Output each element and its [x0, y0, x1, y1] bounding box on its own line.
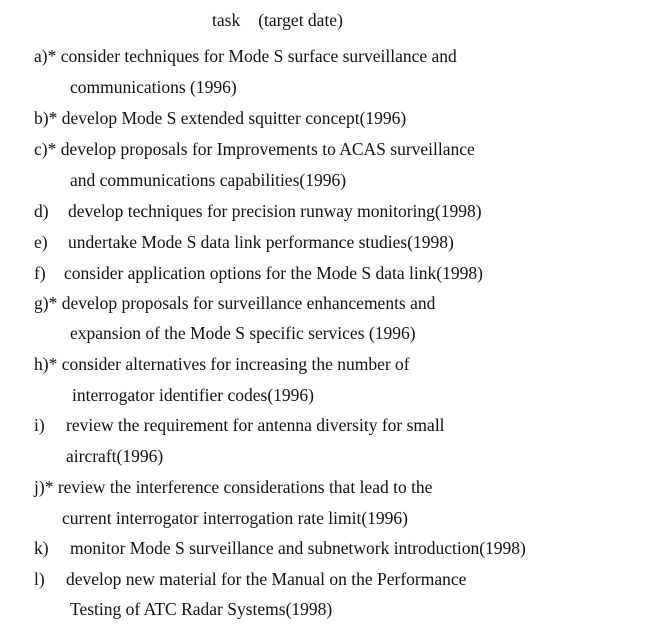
task-text: develop techniques for precision runway monitoring(1998)	[68, 201, 482, 221]
task-label: l)	[34, 569, 45, 589]
task-item-l	[34, 568, 466, 590]
priority-star: *	[48, 108, 58, 128]
task-text: Testing of ATC Radar Systems(1998)	[70, 599, 333, 619]
heading-task: task	[212, 10, 241, 30]
task-item-l-continuation	[70, 598, 332, 620]
task-item-h-continuation	[72, 384, 314, 406]
task-text: interrogator identifier codes(1996)	[72, 385, 314, 405]
task-item-i	[34, 414, 445, 436]
task-label: f)	[34, 263, 46, 283]
task-item-k	[34, 537, 526, 559]
task-label: a)	[34, 46, 48, 66]
task-text: undertake Mode S data link performance studies(1998)	[68, 232, 454, 252]
priority-star: *	[44, 477, 54, 497]
task-item-d	[34, 200, 482, 222]
task-text: consider techniques for Mode S surface surveillance and	[60, 46, 457, 66]
task-item-j-continuation	[62, 507, 408, 529]
heading-target-date: (target date)	[258, 10, 343, 30]
task-text: review the interference considerations that lead to the	[57, 477, 433, 497]
task-item-i-continuation	[66, 445, 163, 467]
task-text: develop new material for the Manual on the Performance	[66, 569, 467, 589]
task-item-b	[34, 107, 406, 129]
task-text: monitor Mode S surveillance and subnetwork introduction(1998)	[70, 538, 526, 558]
priority-star: *	[48, 293, 58, 313]
task-text: review the requirement for antenna diversity for small	[66, 415, 445, 435]
task-item-g	[34, 292, 435, 314]
task-item-h	[34, 353, 410, 375]
priority-star: *	[47, 46, 57, 66]
task-text: current interrogator interrogation rate limit(1996)	[62, 508, 408, 528]
task-text: develop proposals for Improvements to ACAS surveillance	[60, 139, 475, 159]
task-label: d)	[34, 201, 49, 221]
task-item-c	[34, 138, 475, 160]
task-item-f	[34, 262, 483, 284]
priority-star: *	[48, 354, 58, 374]
task-text: and communications capabilities(1996)	[70, 170, 347, 190]
task-label: b)	[34, 108, 49, 128]
task-label: i)	[34, 415, 45, 435]
priority-star: *	[47, 139, 57, 159]
task-text: aircraft(1996)	[66, 446, 164, 466]
task-label: c)	[34, 139, 48, 159]
task-label: g)	[34, 293, 49, 313]
task-label: e)	[34, 232, 48, 252]
task-label: j)	[34, 477, 45, 497]
task-text: communications (1996)	[70, 77, 237, 97]
task-text: consider application options for the Mode S data link(1998)	[64, 263, 483, 283]
task-label: h)	[34, 354, 49, 374]
task-label: k)	[34, 538, 49, 558]
task-text: develop proposals for surveillance enhancements and	[61, 293, 436, 313]
list-heading	[212, 10, 343, 31]
task-text: develop Mode S extended squitter concept(1996)	[61, 108, 407, 128]
task-item-c-continuation	[70, 169, 346, 191]
task-item-a	[34, 45, 457, 67]
task-item-a-continuation	[70, 76, 237, 98]
task-item-g-continuation	[70, 322, 416, 344]
task-text: expansion of the Mode S specific services (1996)	[70, 323, 416, 343]
task-item-e	[34, 231, 454, 253]
task-text: consider alternatives for increasing the number of	[61, 354, 410, 374]
task-item-j	[34, 476, 432, 498]
